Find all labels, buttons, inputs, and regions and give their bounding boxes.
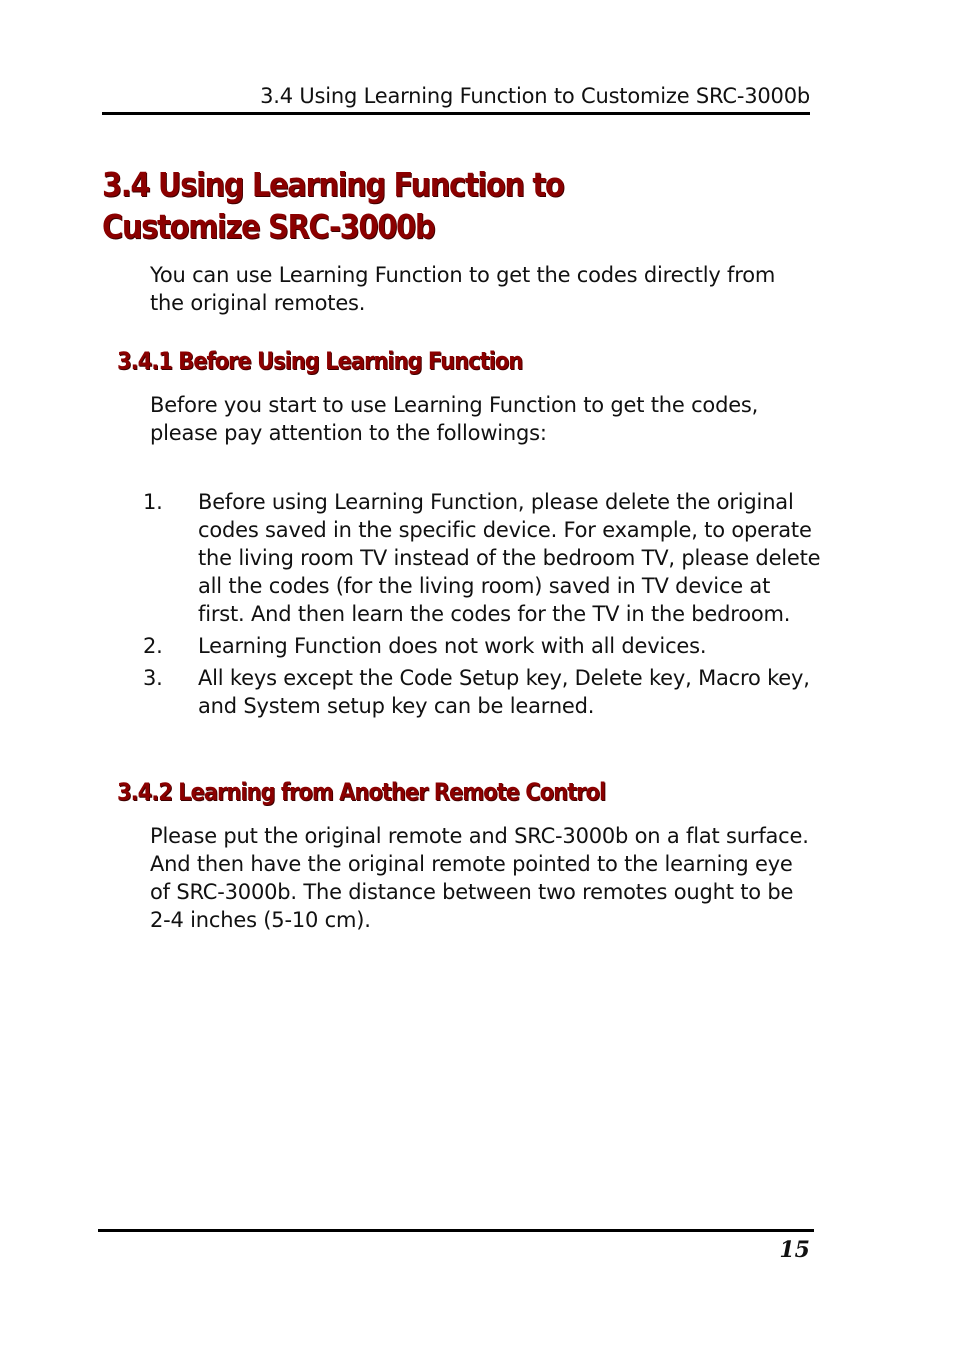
list-item-text: Before using Learning Function, please delete the original codes saved in the specific device. For example, to operate the living room TV instead of the bedroom TV, please delete all the codes (for the living room) saved in TV device at first. And then learn the codes for the TV in the bedroom.: [198, 490, 821, 626]
page-number: 15: [779, 1237, 810, 1263]
precautions-list: [143, 488, 823, 724]
header-rule: [102, 112, 810, 115]
list-item: [143, 632, 823, 660]
list-item-number: 2.: [143, 634, 163, 658]
chapter-title: 3.4 Using Learning Function to Customize SRC-3000b: [102, 165, 564, 246]
section-body-learning-from-remote: Please put the original remote and SRC-3000b on a flat surface. And then have the original remote pointed to the learning eye of SRC-3000b. The distance between two remotes ought to be 2-4 inches (5-10 cm).: [150, 824, 809, 932]
list-item: [143, 488, 823, 628]
section-title-before-using: 3.4.1 Before Using Learning Function: [117, 347, 523, 375]
list-item-text: Learning Function does not work with all devices.: [198, 634, 707, 658]
footer-rule: [98, 1229, 814, 1232]
list-item-text: All keys except the Code Setup key, Delete key, Macro key, and System setup key can be learned.: [198, 666, 810, 718]
chapter-intro: You can use Learning Function to get the codes directly from the original remotes.: [150, 263, 776, 315]
list-item-number: 3.: [143, 666, 163, 690]
section-intro-before-using: Before you start to use Learning Function to get the codes, please pay attention to the followings:: [150, 393, 759, 445]
list-item-number: 1.: [143, 490, 163, 514]
section-title-learning-from-remote: 3.4.2 Learning from Another Remote Control: [117, 778, 606, 806]
list-item: [143, 664, 823, 720]
running-header: 3.4 Using Learning Function to Customize SRC-3000b: [260, 84, 810, 108]
